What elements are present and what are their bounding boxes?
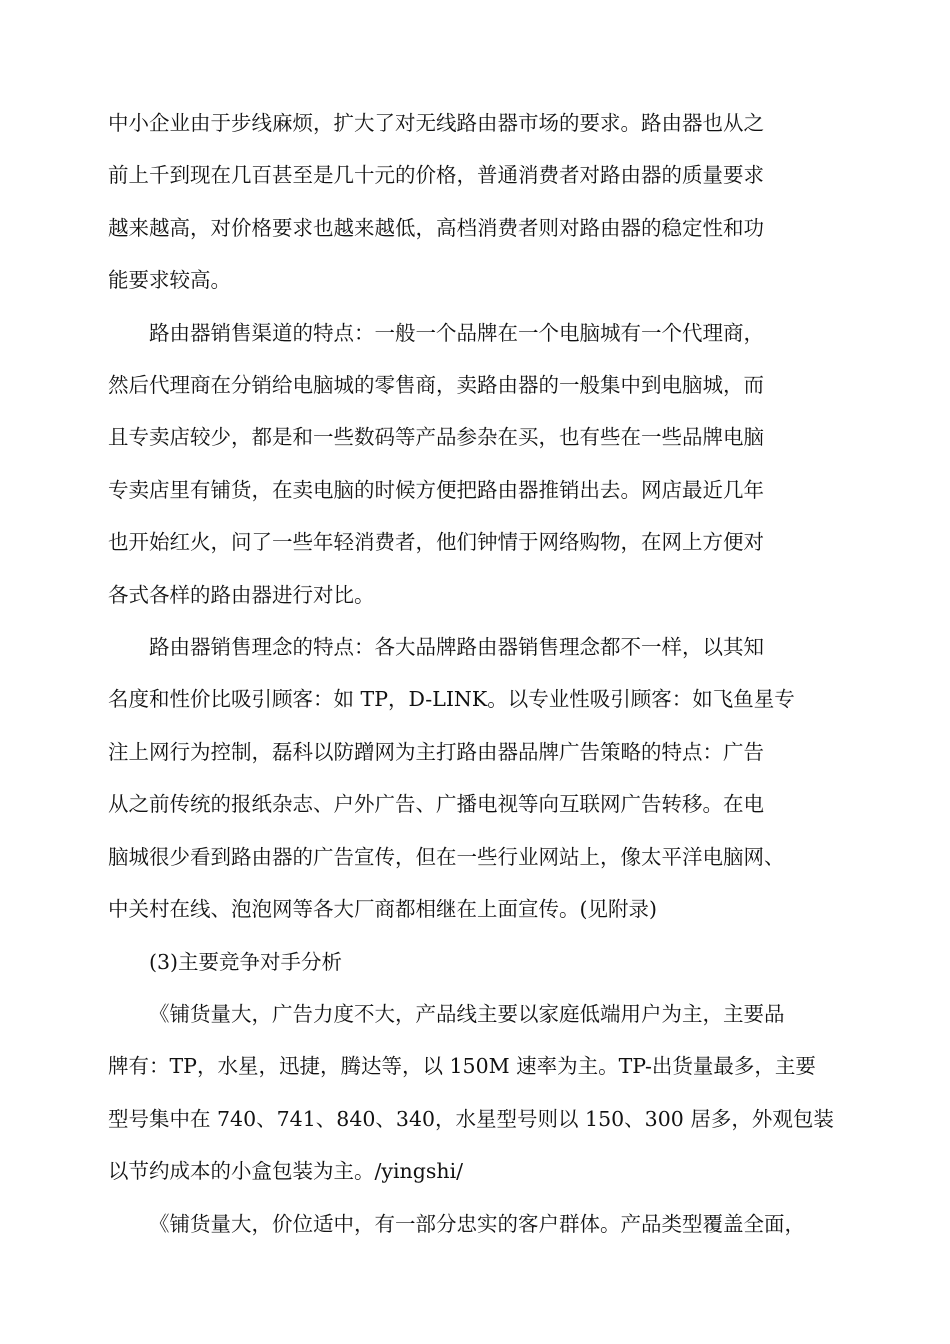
text-line: 脑城很少看到路由器的广告宣传，但在一些行业网站上，像太平洋电脑网、 [108,844,785,869]
text-line: 能要求较高。 [108,268,231,293]
text-line: 中关村在线、泡泡网等各大厂商都相继在上面宣传。(见附录) [108,897,657,922]
paragraph-market-demand [108,97,848,307]
text-line: 越来越高，对价格要求也越来越低，高档消费者则对路由器的稳定性和功 [108,215,764,240]
text-line: 型号集中在 740、741、840、340，水星型号则以 150、300 居多，外观包装 [108,1106,834,1131]
text-line: 注上网行为控制，磊科以防蹭网为主打路由器品牌广告策略的特点：广告 [108,739,764,764]
text-line: 从之前传统的报纸杂志、户外广告、广播电视等向互联网广告转移。在电 [108,792,764,817]
text-line: 《铺货量大，价位适中，有一部分忠实的客户群体。产品类型覆盖全面， [149,1211,805,1236]
text-line: 路由器销售理念的特点：各大品牌路由器销售理念都不一样，以其知 [149,635,764,660]
text-line: 然后代理商在分销给电脑城的零售商，卖路由器的一般集中到电脑城，而 [108,373,764,398]
paragraph-sales-concept [108,621,848,935]
paragraph-sales-channels [108,307,848,621]
text-line: 也开始红火，问了一些年轻消费者，他们钟情于网络购物，在网上方便对 [108,530,764,555]
text-line: 专卖店里有铺货，在卖电脑的时候方便把路由器推销出去。网店最近几年 [108,477,764,502]
text-line: 中小企业由于步线麻烦，扩大了对无线路由器市场的要求。路由器也从之 [108,111,764,135]
text-line: 名度和性价比吸引顾客：如 TP，D-LINK。以专业性吸引顾客：如飞鱼星专 [108,687,795,712]
paragraph-competitor-two [108,1198,848,1250]
text-line: (3)主要竞争对手分析 [149,949,343,974]
paragraph-competitor-one [108,988,848,1198]
text-line: 路由器销售渠道的特点：一般一个品牌在一个电脑城有一个代理商， [149,320,764,345]
text-line: 前上千到现在几百甚至是几十元的价格，普通消费者对路由器的质量要求 [108,163,764,188]
text-line: 以节约成本的小盒包装为主。/yingshi/ [108,1159,464,1184]
text-line: 《铺货量大，广告力度不大，产品线主要以家庭低端用户为主，主要品 [149,1001,785,1026]
text-line: 且专卖店较少，都是和一些数码等产品参杂在买，也有些在一些品牌电脑 [108,425,764,450]
document-body [108,97,848,1250]
section-heading-competitor-analysis [108,936,848,988]
text-line: 各式各样的路由器进行对比。 [108,582,375,607]
text-line: 牌有：TP，水星，迅捷，腾达等，以 150M 速率为主。TP-出货量最多，主要 [108,1054,816,1079]
